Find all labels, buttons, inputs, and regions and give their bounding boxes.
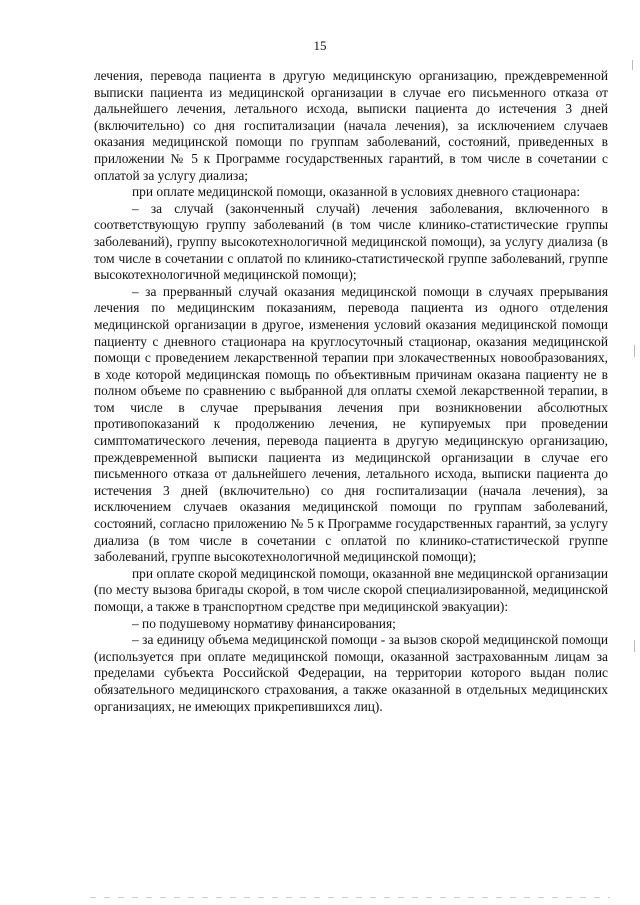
- paragraph-5: при оплате скорой медицинской помощи, оказанной вне медицинской организации (по месту вызова бригады скорой, в том числе скорой специализированной, медицинской помощи, а также в транспортном средстве при медицинской эвакуации):: [94, 565, 608, 614]
- scan-mark: [634, 640, 635, 652]
- scan-mark: [634, 345, 635, 357]
- page-number: 15: [313, 38, 327, 53]
- document-body: [94, 68, 608, 715]
- paragraph-7: – за единицу объема медицинской помощи - за вызов скорой медицинской помощи (используется при оплате медицинской помощи, оказанной застрахованным лицам за пределами субъекта Российской Федерации, на территории которого выдан полис обязательного медицинского страхования, а также оказанной в отдельных медицинских организациях, не имеющих прикрепившихся лиц).: [94, 632, 608, 714]
- paragraph-6: – по подушевому нормативу финансирования;: [132, 615, 396, 631]
- paragraph-2: при оплате медицинской помощи, оказанной в условиях дневного стационара:: [132, 184, 581, 200]
- scan-mark: [632, 60, 633, 70]
- paragraph-1: лечения, перевода пациента в другую медицинскую организацию, преждевременной выписки пациента из медицинской организации в случае его письменного отказа от дальнейшего лечения, летального исхода, выписки пациента до истечения 3 дней (включительно) со дня госпитализации (начала лечения), за исключением случаев оказания медицинской помощи по группам заболеваний, состояний, приведенных в приложении № 5 к Программе государственных гарантий, в том числе в сочетании с оплатой за услугу диализа;: [94, 68, 608, 183]
- paragraph-4: – за прерванный случай оказания медицинской помощи в случаях прерывания лечения по медицинским показаниям, перевода пациента из одного отделения медицинской организации в другое, изменения условий оказания медицинской помощи пациенту с дневного стационара на круглосуточный стационар, оказания медицинской помощи с проведением лекарственной терапии при злокачественных новообразованиях, в ходе которой медицинская помощь по объективным причинам оказана пациенту не в полном объеме по сравнению с выбранной для оплаты схемой лекарственной терапии, в том числе в случае прерывания лечения при возникновении абсолютных противопоказаний к продолжению лечения, не купируемых при проведении симптоматического лечения, перевода пациента в другую медицинскую организацию, преждевременной выписки пациента из медицинской организации в случае его письменного отказа от дальнейшего лечения, летального исхода, выписки пациента до истечения 3 дней (включительно) со дня госпитализации (начала лечения), за исключением случаев оказания медицинской помощи по группам заболеваний, состояний, согласно приложению № 5 к Программе государственных гарантий, за услугу диализа (в том числе в сочетании с оплатой по клинико-статистической группе заболеваний, группе высокотехнологичной медицинской помощи);: [94, 283, 608, 565]
- paragraph-3: – за случай (законченный случай) лечения заболевания, включенного в соответствующую группу заболеваний (в том числе клинико-статистические группы заболеваний), группу высокотехнологичной медицинской помощи), за услугу диализа (в том числе в сочетании с оплатой по клинико-статистической группе заболеваний, группе высокотехнологичной медицинской помощи);: [94, 200, 608, 283]
- scan-noise-line: [90, 897, 610, 898]
